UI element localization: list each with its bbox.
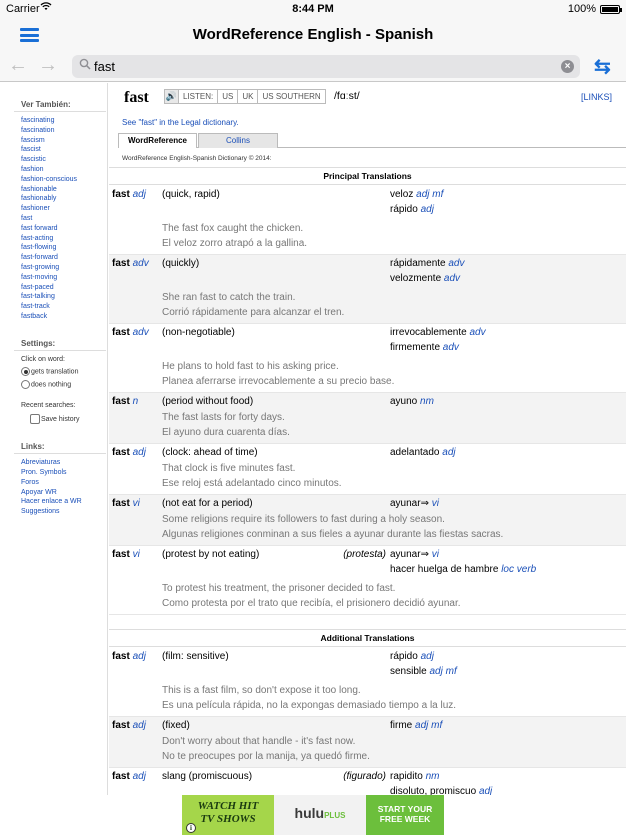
entry-row [109, 324, 626, 393]
checkbox-icon[interactable] [30, 414, 40, 424]
part-of-speech: adj [132, 189, 146, 200]
translation[interactable] [390, 327, 486, 338]
translation-word: firmemente [390, 342, 441, 353]
entry-row [109, 186, 626, 255]
entry-row [109, 393, 626, 444]
sense-gloss: (quickly) [162, 258, 200, 269]
part-of-speech: adj [420, 651, 434, 662]
source-term[interactable] [112, 447, 146, 458]
translation-word: firme [390, 720, 413, 731]
translation-word: ayuno [390, 396, 418, 407]
search-box[interactable] [72, 55, 580, 78]
ad-text: TV SHOWS [200, 813, 256, 825]
translation-word: sensible [390, 666, 427, 677]
divider [14, 350, 106, 351]
accent-us-button[interactable]: US [218, 90, 238, 103]
option-gets-translation[interactable] [0, 367, 107, 377]
see-also-link[interactable]: fast forward [21, 224, 58, 232]
see-also-link[interactable]: fashion-conscious [21, 175, 78, 183]
translation-word: rápido [390, 204, 418, 215]
part-of-speech: adj [420, 204, 434, 215]
source-term[interactable] [112, 720, 146, 731]
option-label: gets translation [31, 368, 79, 376]
source-term[interactable] [112, 771, 146, 782]
settings-heading: Settings: [21, 338, 56, 348]
part-of-speech: adj [132, 651, 146, 662]
copyright-notice: WordReference English-Spanish Dictionary © 2014: [122, 155, 272, 162]
example-english: To protest his treatment, the prisoner decided to fast. [162, 583, 396, 594]
translation[interactable] [390, 720, 442, 731]
sense-gloss: (not eat for a period) [162, 498, 253, 509]
ad-cta-text: START YOUR [377, 804, 433, 814]
translation[interactable] [390, 189, 443, 200]
sidebar-link[interactable]: Abreviaturas [21, 459, 61, 467]
translation[interactable] [390, 549, 439, 560]
see-also-link[interactable]: fast [21, 214, 33, 222]
ad-text: WATCH HIT [197, 800, 259, 812]
tab-wordreference[interactable]: WordReference [118, 133, 197, 148]
source-term[interactable] [112, 651, 146, 662]
part-of-speech: loc verb [501, 564, 537, 575]
part-of-speech: vi [132, 498, 140, 509]
accent-uk-button[interactable]: UK [238, 90, 258, 103]
clock: 8:44 PM [292, 3, 334, 15]
option-does-nothing[interactable] [0, 380, 107, 390]
see-also-link[interactable]: fast-acting [21, 234, 54, 242]
dictionary-tabs [118, 133, 626, 148]
part-of-speech: adv [443, 273, 461, 284]
example-english: He plans to hold fast to his asking price. [162, 361, 339, 372]
part-of-speech: adv [469, 327, 486, 338]
headword-term: fast [112, 327, 130, 338]
forward-arrow-icon[interactable]: → [38, 54, 58, 76]
example-spanish: Ese reloj está adelantado cinco minutos. [162, 478, 342, 489]
translation-word: irrevocablemente [390, 327, 467, 338]
section-heading: Principal Translations [109, 167, 626, 185]
ad-brand-logo [274, 795, 366, 835]
source-term[interactable] [112, 549, 140, 560]
radio-unselected-icon[interactable] [21, 380, 30, 389]
source-term[interactable] [112, 498, 140, 509]
example-english: That clock is five minutes fast. [162, 463, 296, 474]
see-also-link[interactable]: fashionably [21, 195, 57, 203]
part-of-speech: adv [132, 258, 149, 269]
ad-brand-plus: PLUS [324, 811, 346, 820]
see-also-link[interactable]: fashionable [21, 185, 57, 193]
part-of-speech: nm [425, 771, 440, 782]
see-also-list [0, 116, 107, 322]
example-spanish: Algunas religiones conminan a sus fieles a ayunar durante las fiestas sacras. [162, 529, 504, 540]
headword-term: fast [112, 498, 130, 509]
sidebar-link[interactable]: Suggestions [21, 508, 60, 516]
see-also-link[interactable]: fast-forward [21, 254, 58, 262]
example-english: Some religions require its followers to fast during a holy season. [162, 514, 445, 525]
back-arrow-icon[interactable]: ← [8, 54, 28, 76]
info-icon[interactable]: i [186, 823, 196, 833]
dictionary-content [109, 83, 626, 795]
entry-row [109, 648, 626, 717]
part-of-speech: adj [132, 447, 146, 458]
entry-row [109, 444, 626, 495]
translation[interactable] [390, 342, 459, 353]
see-also-heading: Ver También: [21, 100, 71, 109]
part-of-speech: adj [442, 447, 456, 458]
sense-gloss: (non-negotiable) [162, 327, 235, 338]
translation-word: ayunar⇒ [390, 549, 429, 560]
sense-gloss: (film: sensitive) [162, 651, 229, 662]
legal-dictionary-link[interactable]: See "fast" in the Legal dictionary. [122, 118, 239, 127]
divider [14, 111, 106, 112]
ad-banner[interactable] [0, 795, 626, 835]
sense-gloss: (fixed) [162, 720, 190, 731]
part-of-speech: vi [431, 498, 439, 509]
ad-content[interactable] [182, 795, 444, 835]
ad-tagline [182, 795, 274, 835]
headword-term: fast [112, 549, 130, 560]
part-of-speech: adv [132, 327, 149, 338]
part-of-speech: adj mf [415, 720, 443, 731]
example-english: She ran fast to catch the train. [162, 292, 296, 303]
see-also-link[interactable]: fascist [21, 146, 41, 154]
example-spanish: Corrió rápidamente para alcanzar el tren. [162, 307, 345, 318]
translation[interactable] [390, 396, 434, 407]
entry-row [109, 495, 626, 546]
status-bar [0, 0, 626, 18]
search-icon [79, 58, 91, 70]
example-spanish: Como protesta por el trato que recibía, el prisionero decidió ayunar. [162, 598, 461, 609]
battery-percent: 100% [567, 3, 596, 15]
ad-cta-text: FREE WEEK [379, 814, 431, 824]
headword-term: fast [112, 258, 130, 269]
save-history-option[interactable] [0, 414, 107, 425]
listen-label: LISTEN: [179, 90, 218, 103]
translation[interactable] [390, 258, 465, 269]
example-spanish: Planea aferrarse irrevocablemente a su precio base. [162, 376, 395, 387]
app-title: WordReference English - Spanish [192, 26, 434, 43]
part-of-speech: vi [132, 549, 140, 560]
pronunciation: /fɑːst/ [334, 90, 360, 102]
example-english: The fast lasts for forty days. [162, 412, 285, 423]
see-also-link[interactable]: fastback [21, 312, 48, 320]
battery-icon [600, 5, 620, 14]
entry-row [109, 768, 626, 795]
headword-term: fast [112, 189, 130, 200]
headword-term: fast [112, 720, 130, 731]
headword-term: fast [112, 771, 130, 782]
see-also-link[interactable]: fascistic [21, 156, 46, 164]
accent-us-southern-button[interactable]: US SOUTHERN [262, 92, 321, 101]
translation[interactable] [390, 273, 460, 284]
sense-gloss: (protest by not eating) [162, 549, 260, 560]
sidebar [0, 83, 108, 795]
translation[interactable] [390, 564, 536, 575]
sidebar-link[interactable]: Apoyar WR [21, 488, 57, 496]
context-note: (protesta) [343, 549, 386, 560]
nav-bar [0, 18, 626, 52]
translation-word: velozmente [390, 273, 442, 284]
translation[interactable] [390, 666, 457, 677]
links-list [0, 458, 107, 517]
see-also-link[interactable]: fascination [21, 126, 55, 134]
translation[interactable] [390, 447, 456, 458]
translation-word: rápido [390, 651, 418, 662]
part-of-speech: adj [132, 771, 146, 782]
headword-term: fast [112, 651, 130, 662]
see-also-link[interactable]: fast-moving [21, 273, 58, 281]
part-of-speech: n [132, 396, 139, 407]
entry-row [109, 546, 626, 615]
part-of-speech: adj [478, 786, 493, 795]
source-term[interactable] [112, 327, 149, 338]
part-of-speech: adj mf [416, 189, 444, 200]
headword: fast [124, 89, 149, 106]
see-also-link[interactable]: fast-track [21, 303, 50, 311]
see-also-link[interactable]: fashion [21, 165, 44, 173]
part-of-speech: nm [420, 396, 434, 407]
sense-gloss: slang (promiscuous) [162, 771, 253, 782]
translation-word: disoluto, promiscuo [390, 786, 477, 795]
example-spanish: No te preocupes por la manija, ya quedó firme. [162, 751, 370, 762]
translation-word: rapidito [390, 771, 423, 782]
ad-brand: hulu [294, 805, 325, 821]
translation[interactable] [390, 498, 439, 509]
see-also-link[interactable]: fast-flowing [21, 244, 57, 252]
ad-cta[interactable] [366, 795, 444, 835]
see-also-link[interactable]: fascinating [21, 117, 55, 124]
example-english: The fast fox caught the chicken. [162, 223, 304, 234]
example-spanish: El ayuno dura cuarenta días. [162, 427, 290, 438]
translation-word: veloz [390, 189, 414, 200]
example-english: This is a fast film, so don't expose it too long. [162, 685, 361, 696]
see-also-link[interactable]: fascism [21, 136, 45, 144]
sidebar-link[interactable]: Foros [21, 478, 39, 486]
search-toolbar [0, 52, 626, 82]
part-of-speech: adj [132, 720, 146, 731]
translation[interactable] [390, 204, 434, 215]
recent-searches-label: Recent searches: [21, 402, 76, 410]
carrier-label: Carrier [6, 3, 40, 15]
translation-word: hacer huelga de hambre [390, 564, 499, 575]
links-heading: Links: [21, 442, 45, 452]
translation[interactable] [390, 786, 492, 795]
see-also-link[interactable]: fast-growing [21, 263, 60, 271]
listen-bar [164, 89, 326, 104]
source-term[interactable] [112, 258, 149, 269]
translation[interactable] [390, 651, 434, 662]
see-also-link[interactable]: fashioner [21, 205, 50, 213]
translation-word: rápidamente [390, 258, 446, 269]
see-also-link[interactable]: fast-talking [21, 293, 55, 301]
part-of-speech: adv [448, 258, 465, 269]
option-label: does nothing [31, 381, 72, 389]
headword-term: fast [112, 396, 130, 407]
example-english: Don't worry about that handle - it's fast now. [162, 736, 356, 747]
save-history-label: Save history [41, 416, 80, 424]
headword-term: fast [112, 447, 130, 458]
part-of-speech: adj mf [429, 666, 457, 677]
translation-word: adelantado [390, 447, 440, 458]
example-spanish: El veloz zorro atrapó a la gallina. [162, 238, 308, 249]
links-button[interactable]: [LINKS] [580, 92, 612, 102]
context-note: (figurado) [343, 771, 386, 782]
sidebar-link[interactable]: Hacer enlace a WR [21, 498, 82, 506]
sense-gloss: (quick, rapid) [162, 189, 220, 200]
sense-gloss: (clock: ahead of time) [162, 447, 258, 458]
source-term[interactable] [112, 396, 138, 407]
entry-row [109, 717, 626, 768]
divider [14, 453, 106, 454]
source-term[interactable] [112, 189, 146, 200]
radio-selected-icon[interactable] [21, 367, 30, 376]
entry-row [109, 255, 626, 324]
section-heading: Additional Translations [109, 629, 626, 647]
part-of-speech: adv [442, 342, 459, 353]
speaker-icon[interactable]: 🔊 [165, 91, 178, 101]
sense-gloss: (period without food) [162, 396, 254, 407]
search-input[interactable] [94, 57, 554, 76]
click-on-word-label: Click on word: [21, 355, 65, 363]
example-spanish: Es una película rápida, no la expongas demasiado tiempo a la luz. [162, 700, 457, 711]
see-also-link[interactable]: fast-paced [21, 283, 54, 291]
tab-collins[interactable]: Collins [198, 133, 278, 148]
clear-icon[interactable]: × [561, 60, 574, 73]
part-of-speech: vi [431, 549, 439, 560]
translation-word: ayunar⇒ [390, 498, 429, 509]
swap-language-icon[interactable]: ⇆ [594, 56, 611, 78]
translation[interactable] [390, 771, 440, 782]
sidebar-link[interactable]: Pron. Symbols [21, 469, 67, 477]
